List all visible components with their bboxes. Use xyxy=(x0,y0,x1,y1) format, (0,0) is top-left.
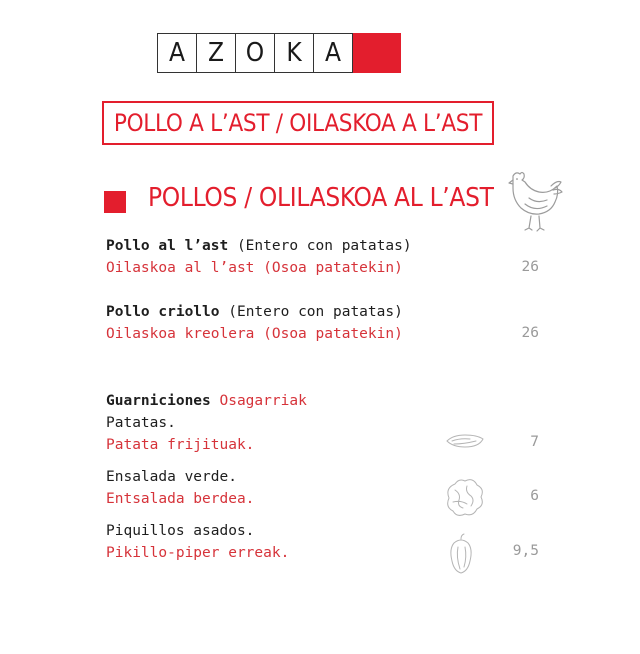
side-price: 9,5 xyxy=(512,543,539,559)
side-name-eu: Entsalada berdea. xyxy=(106,491,255,507)
item-detail-es: (Entero con patatas) xyxy=(219,304,403,320)
side-price: 7 xyxy=(530,434,539,450)
side-name-es: Patatas. xyxy=(106,415,176,431)
logo-letter: K xyxy=(274,33,314,73)
side-item xyxy=(106,412,254,456)
section-title: POLLOS / OLILASKOA AL L’AST xyxy=(148,183,494,213)
page-title: POLLO A L’AST / OILASKOA A L’AST xyxy=(102,101,494,145)
side-item xyxy=(106,520,289,564)
menu-item xyxy=(106,301,403,345)
item-name-es: Pollo al l’ast xyxy=(106,238,229,254)
side-name-es: Ensalada verde. xyxy=(106,469,237,485)
fries-icon xyxy=(444,431,486,451)
sides-heading-es: Guarniciones xyxy=(106,393,211,409)
side-price: 6 xyxy=(530,488,539,504)
item-price: 26 xyxy=(521,325,539,341)
item-name-eu: Oilaskoa al l’ast (Osoa patatekin) xyxy=(106,260,403,276)
pepper-icon xyxy=(446,533,476,575)
side-name-es: Piquillos asados. xyxy=(106,523,255,539)
menu-item xyxy=(106,235,412,279)
logo-letter: A xyxy=(157,33,197,73)
item-price: 26 xyxy=(521,259,539,275)
logo-letter: Z xyxy=(196,33,236,73)
logo-letter: O xyxy=(235,33,275,73)
item-detail-es: (Entero con patatas) xyxy=(228,238,412,254)
side-name-eu: Patata frijituak. xyxy=(106,437,255,453)
sides-heading xyxy=(106,390,307,412)
sides-heading-eu: Osagarriak xyxy=(210,393,307,409)
azoka-logo xyxy=(157,33,400,73)
hen-icon xyxy=(503,168,567,234)
side-item xyxy=(106,466,254,510)
logo-letter: A xyxy=(313,33,353,73)
lettuce-icon xyxy=(441,476,485,518)
section-marker xyxy=(104,191,126,213)
item-name-es: Pollo criollo xyxy=(106,304,220,320)
side-name-eu: Pikillo-piper erreak. xyxy=(106,545,290,561)
item-name-eu: Oilaskoa kreolera (Osoa patatekin) xyxy=(106,326,403,342)
logo-red-block xyxy=(353,33,401,73)
